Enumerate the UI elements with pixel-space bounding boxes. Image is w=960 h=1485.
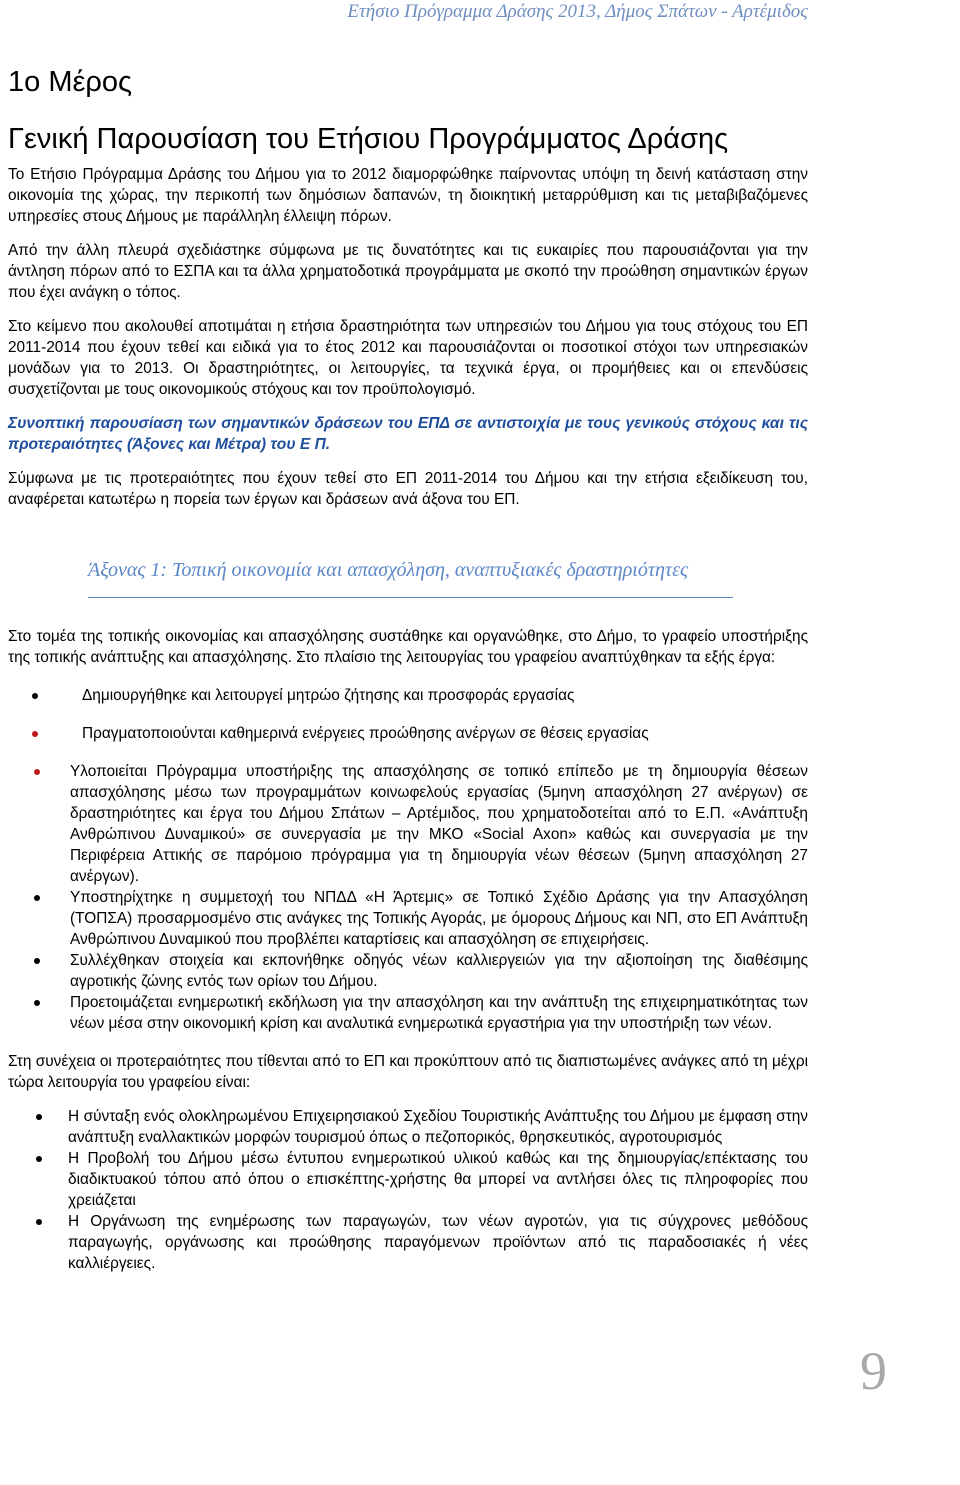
list-item: Η σύνταξη ενός ολοκληρωμένου Επιχειρησιακού Σχεδίου Τουριστικής Ανάπτυξης του Δήμου με έμφαση στην ανάπτυξη εναλλακτικών μορφών τουρισμού όπως ο πεζοπορικός, θρησκευτικός, αγροτουρισμός [8, 1106, 808, 1148]
works-list [8, 685, 808, 1034]
paragraph: Στο τομέα της τοπικής οικονομίας και απασχόλησης συστάθηκε και οργανώθηκε, στο Δήμο, το γραφείο υποστήριξης της τοπικής ανάπτυξης και απασχόλησης. Στο πλαίσιο της λειτουργίας του γραφείου αναπτύχθηκαν τα εξής έργα: [8, 628, 808, 666]
paragraph: Από την άλλη πλευρά σχεδιάστηκε σύμφωνα με τις δυνατότητες και τις ευκαιρίες που παρουσιάζονται για την άντληση πόρων από το ΕΣΠΑ και τα άλλα χρηματοδοτικά προγράμματα με σκοπό την προώθηση σημαντικών έργων που έχει ανάγκη ο τόπος. [8, 242, 808, 301]
running-header: Ετήσιο Πρόγραμμα Δράσης 2013, Δήμος Σπάτων - Αρτέμιδος [347, 1, 808, 22]
list-item: Προετοιμάζεται ενημερωτική εκδήλωση για την απασχόληση και την ανάπτυξη της επιχειρηματικότητας των νέων μέσα στην οικονομική κρίση και αναλυτικά ενημερωτικά εργαστήρια για την υποστήριξη των νέων. [8, 992, 808, 1034]
paragraph: Σύμφωνα με τις προτεραιότητες που έχουν τεθεί στο ΕΠ 2011-2014 του Δήμου και την ετήσια εξειδίκευση του, αναφέρεται κατωτέρω η πορεία των έργων και δράσεων ανά άξονα του ΕΠ. [8, 470, 808, 508]
summary-heading: Συνοπτική παρουσίαση των σημαντικών δράσεων του ΕΠΔ σε αντιστοιχία με τους γενικούς στόχους και τις προτεραιότητες (Άξονες και Μέτρα) του Ε Π. [8, 415, 808, 453]
part-title: 1ο Μέρος [8, 66, 133, 98]
list-item: Πραγματοποιούνται καθημερινά ενέργειες προώθησης ανέργων σε θέσεις εργασίας [8, 723, 808, 744]
section-title: Γενική Παρουσίαση του Ετήσιου Προγράμματος Δράσης [8, 123, 729, 155]
needs-list [8, 1106, 808, 1274]
list-item: Η Οργάνωση της ενημέρωσης των παραγωγών, των νέων αγροτών, για τις σύγχρονες μεθόδους παραγωγής, οργάνωσης και προώθησης παραγόμενων προϊόντων από τις παραδοσιακές ή νέες καλλιέργειες. [8, 1211, 808, 1274]
list-item: Η Προβολή του Δήμου μέσω έντυπου ενημερωτικού υλικού καθώς και της δημιουργίας/επέκτασης του διαδικτυακού τόπου από όπου ο επισκέπτης-χρήστης θα μπορεί να αντλήσει όλες τις πληροφορίες που χρειάζεται [8, 1148, 808, 1211]
list-item: Υλοποιείται Πρόγραμμα υποστήριξης της απασχόλησης σε τοπικό επίπεδο με τη δημιουργία θέσεων απασχόλησης μέσω των προγραμμάτων κοινωφελούς εργασίας (5μηνη απασχόληση 27 ανέργων) σε δραστηριότητες και έργα του Δήμου Σπάτων – Αρτέμιδος, που χρηματοδοτείται από το Ε.Π. «Ανάπτυξη Ανθρώπινου Δυναμικού» σε συνεργασία με την ΜΚΟ «Social Axon» καθώς και συνεργασία με την Περιφέρεια Αττικής σε παρόμοιο πρόγραμμα για τη δημιουργία νέων θέσεων (5μηνη απασχόληση 27 ανέργων). [8, 761, 808, 887]
list-item: Δημιουργήθηκε και λειτουργεί μητρώο ζήτησης και προσφοράς εργασίας [8, 685, 808, 706]
list-item: Συλλέχθηκαν στοιχεία και εκπονήθηκε οδηγός νέων καλλιεργειών για την αξιοποίηση της διαθέσιμης αγροτικής ζώνης εντός των ορίων του Δήμου. [8, 950, 808, 992]
paragraph: Το Ετήσιο Πρόγραμμα Δράσης του Δήμου για το 2012 διαμορφώθηκε παίρνοντας υπόψη τη δεινή κατάσταση στην οικονομία της χώρας, την περικοπή των δημόσιων δαπανών, τη διοικητική μεταρρύθμιση και τις μεταβιβαζόμενες υπηρεσίες στους Δήμους με παράλληλη έλλειψη πόρων. [8, 166, 808, 225]
paragraph: Στη συνέχεια οι προτεραιότητες που τίθενται από το ΕΠ και προκύπτουν από τις διαπιστωμένες ανάγκες από τη μέχρι τώρα λειτουργία του γραφείου είναι: [8, 1053, 808, 1091]
document-body [8, 164, 808, 1274]
spacer [8, 598, 808, 626]
page-number: 9 [860, 1341, 887, 1401]
list-item: Υποστηρίχτηκε η συμμετοχή του ΝΠΔΔ «Η Άρτεμις» σε Τοπικό Σχέδιο Δράσης για την Απασχόληση (ΤΟΠΣΑ) προσαρμοσμένο στις ανάγκες της Τοπικής Αγοράς, με όμορους Δήμους και ΝΠ, στο ΕΠ Ανάπτυξη Ανθρώπινου Δυναμικού που προβλέπει καταρτίσεις και απασχόληση σε επιχειρήσεις. [8, 887, 808, 950]
paragraph: Στο κείμενο που ακολουθεί αποτιμάται η ετήσια δραστηριότητα των υπηρεσιών του Δήμου για τους στόχους του ΕΠ 2011-2014 που έχουν τεθεί και ειδικά για το έτος 2012 και παρουσιάζονται οι ποσοτικοί στόχοι των υπηρεσιακών μονάδων για το 2013. Οι δραστηριότητες, οι λειτουργίες, τα τεχνικά έργα, οι προμήθειες και οι επενδύσεις συσχετίζονται με τους οικονομικούς στόχους και τον προϋπολογισμό. [8, 318, 808, 398]
axis-heading: Άξονας 1: Τοπική οικονομία και απασχόληση, αναπτυξιακές δραστηριότητες [88, 558, 733, 598]
